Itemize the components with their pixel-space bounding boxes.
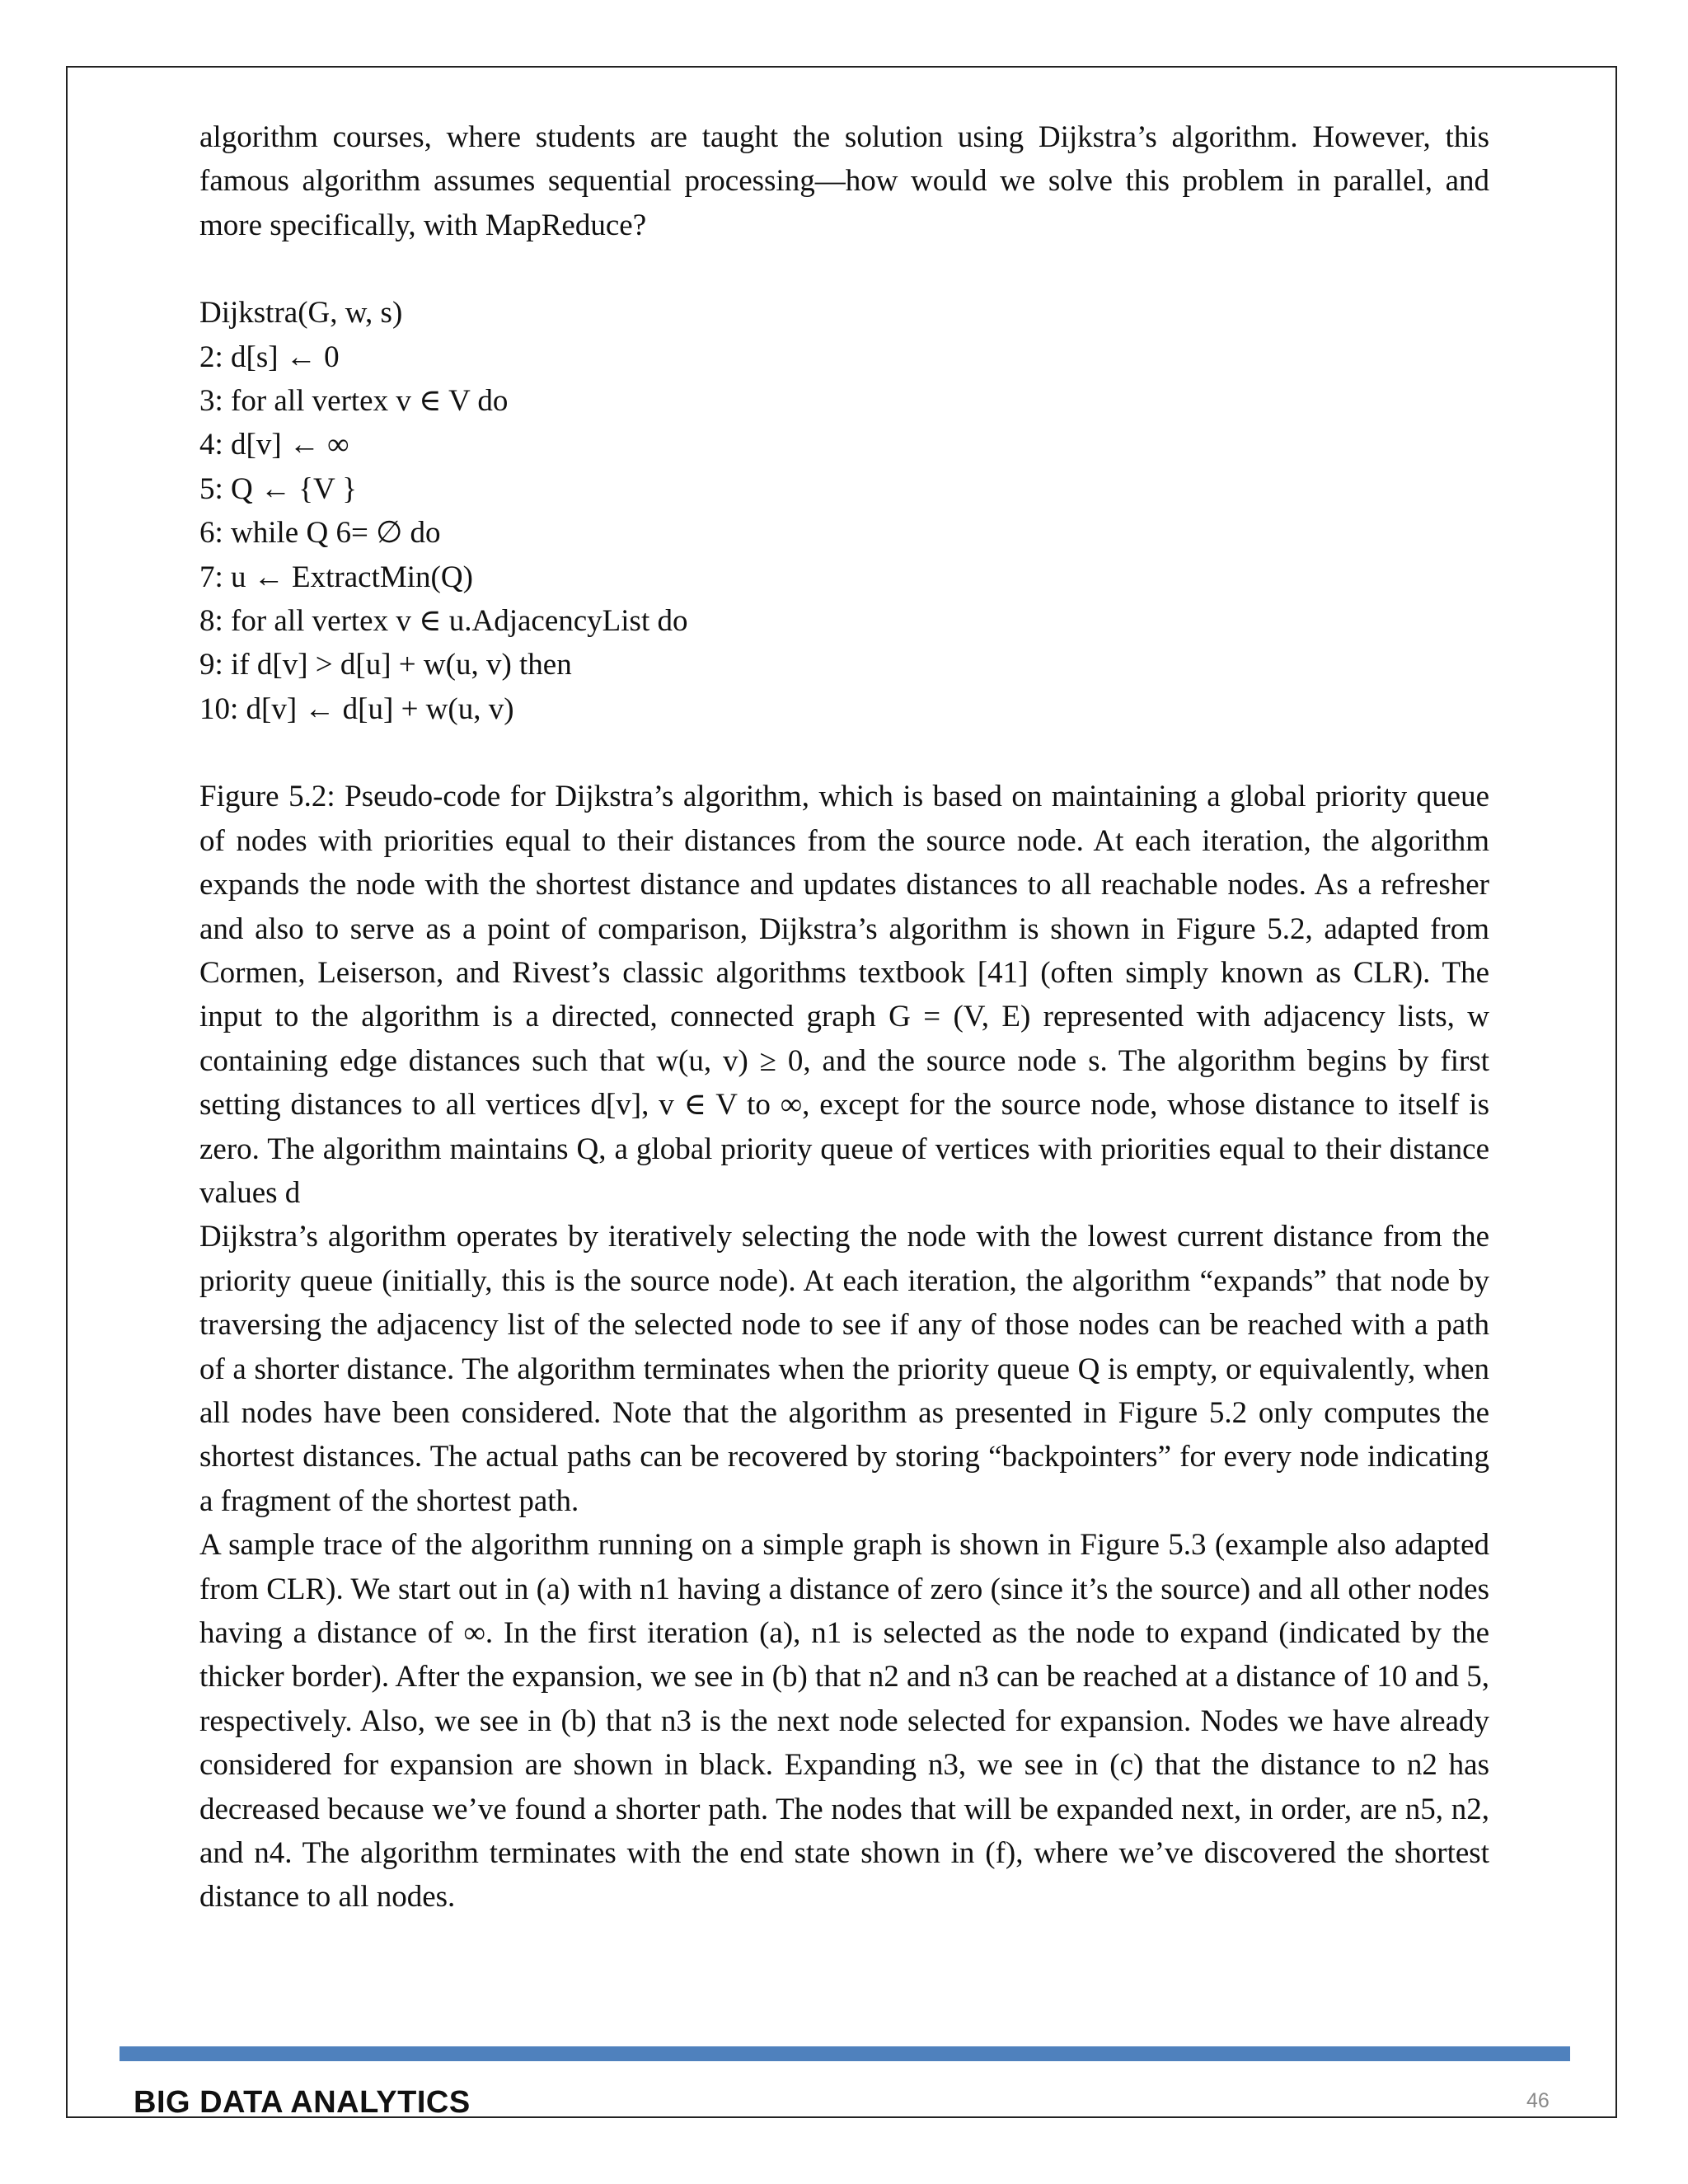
footer-bar	[120, 2046, 1570, 2061]
pseudocode-block	[199, 291, 1489, 731]
footer-title: BIG DATA ANALYTICS	[134, 2085, 471, 2120]
pseudocode-line: 6: while Q 6= ∅ do	[199, 516, 441, 551]
pseudocode-line: 9: if d[v] > d[u] + w(u, v) then	[199, 648, 572, 682]
spacer	[199, 247, 1489, 291]
figure-caption-paragraph: Figure 5.2: Pseudo-code for Dijkstra’s algorithm, which is based on maintaining a global priority queue of nodes with priorities equal to their distances from the source node. At each iteration, the algorithm expands the node with the shortest distance and updates distances to all reachable nodes. As a refresher and also to serve as a point of comparison, Dijkstra’s algorithm is shown in Figure 5.2, adapted from Cormen, Leiserson, and Rivest’s classic algorithms textbook [41] (often simply known as CLR). The input to the algorithm is a directed, connected graph G = (V, E) represented with adjacency lists, w containing edge distances such that w(u, v) ≥ 0, and the source node s. The algorithm begins by first setting distances to all vertices d[v], v ∈ V to ∞, except for the source node, whose distance to itself is zero. The algorithm maintains Q, a global priority queue of vertices with priorities equal to their distance values d	[199, 780, 1489, 1210]
pseudocode-line: 7: u ← ExtractMin(Q)	[199, 560, 473, 594]
pseudocode-line: 5: Q ← {V }	[199, 471, 358, 506]
pseudocode-line: 10: d[v] ← d[u] + w(u, v)	[199, 691, 514, 726]
intro-paragraph: algorithm courses, where students are taught the solution using Dijkstra’s algorithm. However, this famous algorithm assumes sequential processing—how would we solve this problem in parallel, and more specifically, with MapReduce?	[199, 120, 1489, 242]
pseudocode-line: 2: d[s] ← 0	[199, 340, 340, 374]
body-paragraph: Dijkstra’s algorithm operates by iteratively selecting the node with the lowest current distance from the priority queue (initially, this is the source node). At each iteration, the algorithm “expands” that node by traversing the adjacency list of the selected node to see if any of those nodes can be reached with a path of a shorter distance. The algorithm terminates when the priority queue Q is empty, or equivalently, when all nodes have been considered. Note that the algorithm as presented in Figure 5.2 only computes the shortest distances. The actual paths can be recovered by storing “backpointers” for every node indicating a fragment of the shortest path.	[199, 1220, 1489, 1518]
page-content	[199, 115, 1489, 1919]
pseudocode-line: 8: for all vertex v ∈ u.AdjacencyList do	[199, 604, 688, 639]
pseudocode-line: 4: d[v] ← ∞	[199, 428, 349, 462]
body-paragraph: A sample trace of the algorithm running on a simple graph is shown in Figure 5.3 (example also adapted from CLR). We start out in (a) with n1 having a distance of zero (since it’s the source) and all other nodes having a distance of ∞. In the first iteration (a), n1 is selected as the node to expand (indicated by the thicker border). After the expansion, we see in (b) that n2 and n3 can be reached at a distance of 10 and 5, respectively. Also, we see in (b) that n3 is the next node selected for expansion. Nodes we have already considered for expansion are shown in black. Expanding n3, we see in (c) that the distance to n2 has decreased because we’ve found a shorter path. The nodes that will be expanded next, in order, are n5, n2, and n4. The algorithm terminates with the end state shown in (f), where we’ve discovered the shortest distance to all nodes.	[199, 1528, 1489, 1915]
pseudocode-line: Dijkstra(G, w, s)	[199, 296, 403, 330]
page-number: 46	[1526, 2089, 1550, 2112]
pseudocode-line: 3: for all vertex v ∈ V do	[199, 384, 509, 419]
spacer	[199, 731, 1489, 775]
